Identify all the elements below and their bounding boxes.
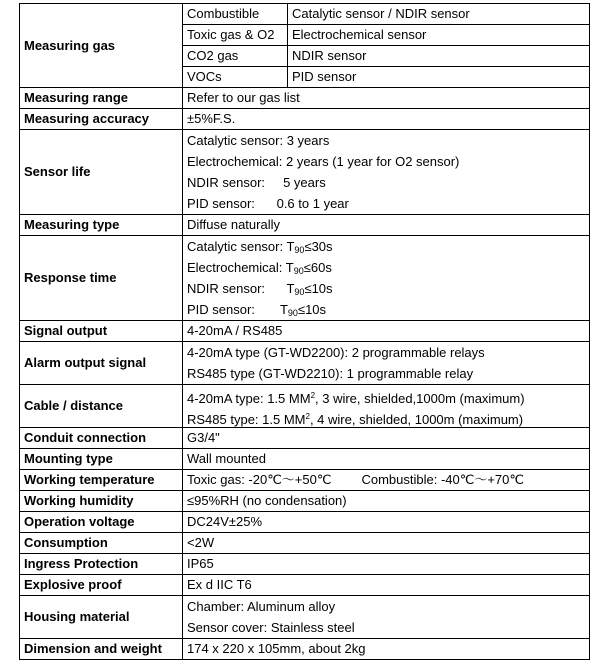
label-housing: Housing material — [20, 596, 183, 639]
label-measuring-gas: Measuring gas — [20, 4, 183, 88]
label-dimension: Dimension and weight — [20, 639, 183, 660]
label-working-temperature: Working temperature — [20, 470, 183, 491]
row-measuring-type — [20, 215, 590, 236]
value-response-time — [183, 236, 590, 321]
gas-name: Combustible — [183, 4, 288, 25]
row-explosive — [20, 575, 590, 596]
label-response-time: Response time — [20, 236, 183, 321]
response-line: NDIR sensor: T90≤10s — [187, 281, 333, 297]
housing-line: Sensor cover: Stainless steel — [187, 620, 355, 635]
row-measuring-gas — [20, 4, 590, 25]
row-dimension — [20, 639, 590, 660]
housing-line: Chamber: Aluminum alloy — [187, 599, 336, 614]
row-measuring-range — [20, 88, 590, 109]
row-housing — [20, 596, 590, 639]
value-measuring-range: Refer to our gas list — [183, 88, 590, 109]
value-explosive: Ex d IIC T6 — [183, 575, 590, 596]
row-mounting — [20, 449, 590, 470]
row-consumption — [20, 533, 590, 554]
gas-name: Toxic gas & O2 — [183, 25, 288, 46]
value-dimension: 174 x 220 x 105mm, about 2kg — [183, 639, 590, 660]
response-line: Catalytic sensor: T90≤30s — [187, 239, 333, 255]
row-response-time — [20, 236, 590, 321]
gas-name: VOCs — [183, 67, 288, 88]
value-housing — [183, 596, 590, 639]
row-alarm-output — [20, 342, 590, 385]
value-working-humidity: ≤95%RH (no condensation) — [183, 491, 590, 512]
alarm-line: 4-20mA type (GT-WD2200): 2 programmable relays — [187, 345, 485, 360]
label-measuring-range: Measuring range — [20, 88, 183, 109]
label-measuring-type: Measuring type — [20, 215, 183, 236]
row-operation-voltage — [20, 512, 590, 533]
label-measuring-accuracy: Measuring accuracy — [20, 109, 183, 130]
label-cable: Cable / distance — [20, 385, 183, 428]
value-ingress: IP65 — [183, 554, 590, 575]
label-ingress: Ingress Protection — [20, 554, 183, 575]
value-consumption: <2W — [183, 533, 590, 554]
label-working-humidity: Working humidity — [20, 491, 183, 512]
alarm-line: RS485 type (GT-WD2210): 1 programmable relay — [187, 366, 474, 381]
row-cable — [20, 385, 590, 428]
row-working-humidity — [20, 491, 590, 512]
sensor-life-line: Electrochemical: 2 years (1 year for O2 sensor) — [187, 154, 460, 169]
value-mounting: Wall mounted — [183, 449, 590, 470]
value-operation-voltage: DC24V±25% — [183, 512, 590, 533]
gas-sensor: PID sensor — [288, 67, 590, 88]
value-sensor-life — [183, 130, 590, 215]
row-sensor-life — [20, 130, 590, 215]
value-conduit: G3/4" — [183, 428, 590, 449]
label-mounting: Mounting type — [20, 449, 183, 470]
row-working-temperature — [20, 470, 590, 491]
cable-line: 4-20mA type: 1.5 $MM^2$, 3 wire, shielded,1000m (maximum) — [187, 391, 525, 406]
value-working-temperature — [183, 470, 590, 491]
sensor-life-line: NDIR sensor: 5 years — [187, 175, 326, 190]
label-explosive: Explosive proof — [20, 575, 183, 596]
label-conduit: Conduit connection — [20, 428, 183, 449]
label-alarm-output: Alarm output signal — [20, 342, 183, 385]
row-signal-output — [20, 321, 590, 342]
cable-line: RS485 type: 1.5 $MM^2$, 4 wire, shielded, 1000m (maximum) — [187, 412, 524, 427]
response-line: PID sensor: T90≤10s — [187, 302, 327, 318]
gas-sensor: NDIR sensor — [288, 46, 590, 67]
gas-sensor: Electrochemical sensor — [288, 25, 590, 46]
row-conduit — [20, 428, 590, 449]
value-alarm-output — [183, 342, 590, 385]
response-line: Electrochemical: T90≤60s — [187, 260, 332, 276]
value-signal-output: 4-20mA / RS485 — [183, 321, 590, 342]
value-measuring-accuracy: ±5%F.S. — [183, 109, 590, 130]
row-ingress — [20, 554, 590, 575]
row-measuring-accuracy — [20, 109, 590, 130]
label-operation-voltage: Operation voltage — [20, 512, 183, 533]
gas-name: CO2 gas — [183, 46, 288, 67]
temp-combustible: Combustible: -40℃～+70℃ — [361, 472, 524, 487]
spec-table — [19, 3, 590, 660]
label-sensor-life: Sensor life — [20, 130, 183, 215]
sensor-life-line: Catalytic sensor: 3 years — [187, 133, 330, 148]
temp-toxic: Toxic gas: -20℃～+50℃ — [187, 472, 332, 487]
label-signal-output: Signal output — [20, 321, 183, 342]
sensor-life-line: PID sensor: 0.6 to 1 year — [187, 196, 349, 211]
value-measuring-type: Diffuse naturally — [183, 215, 590, 236]
gas-sensor: Catalytic sensor / NDIR sensor — [288, 4, 590, 25]
value-cable — [183, 385, 590, 428]
label-consumption: Consumption — [20, 533, 183, 554]
